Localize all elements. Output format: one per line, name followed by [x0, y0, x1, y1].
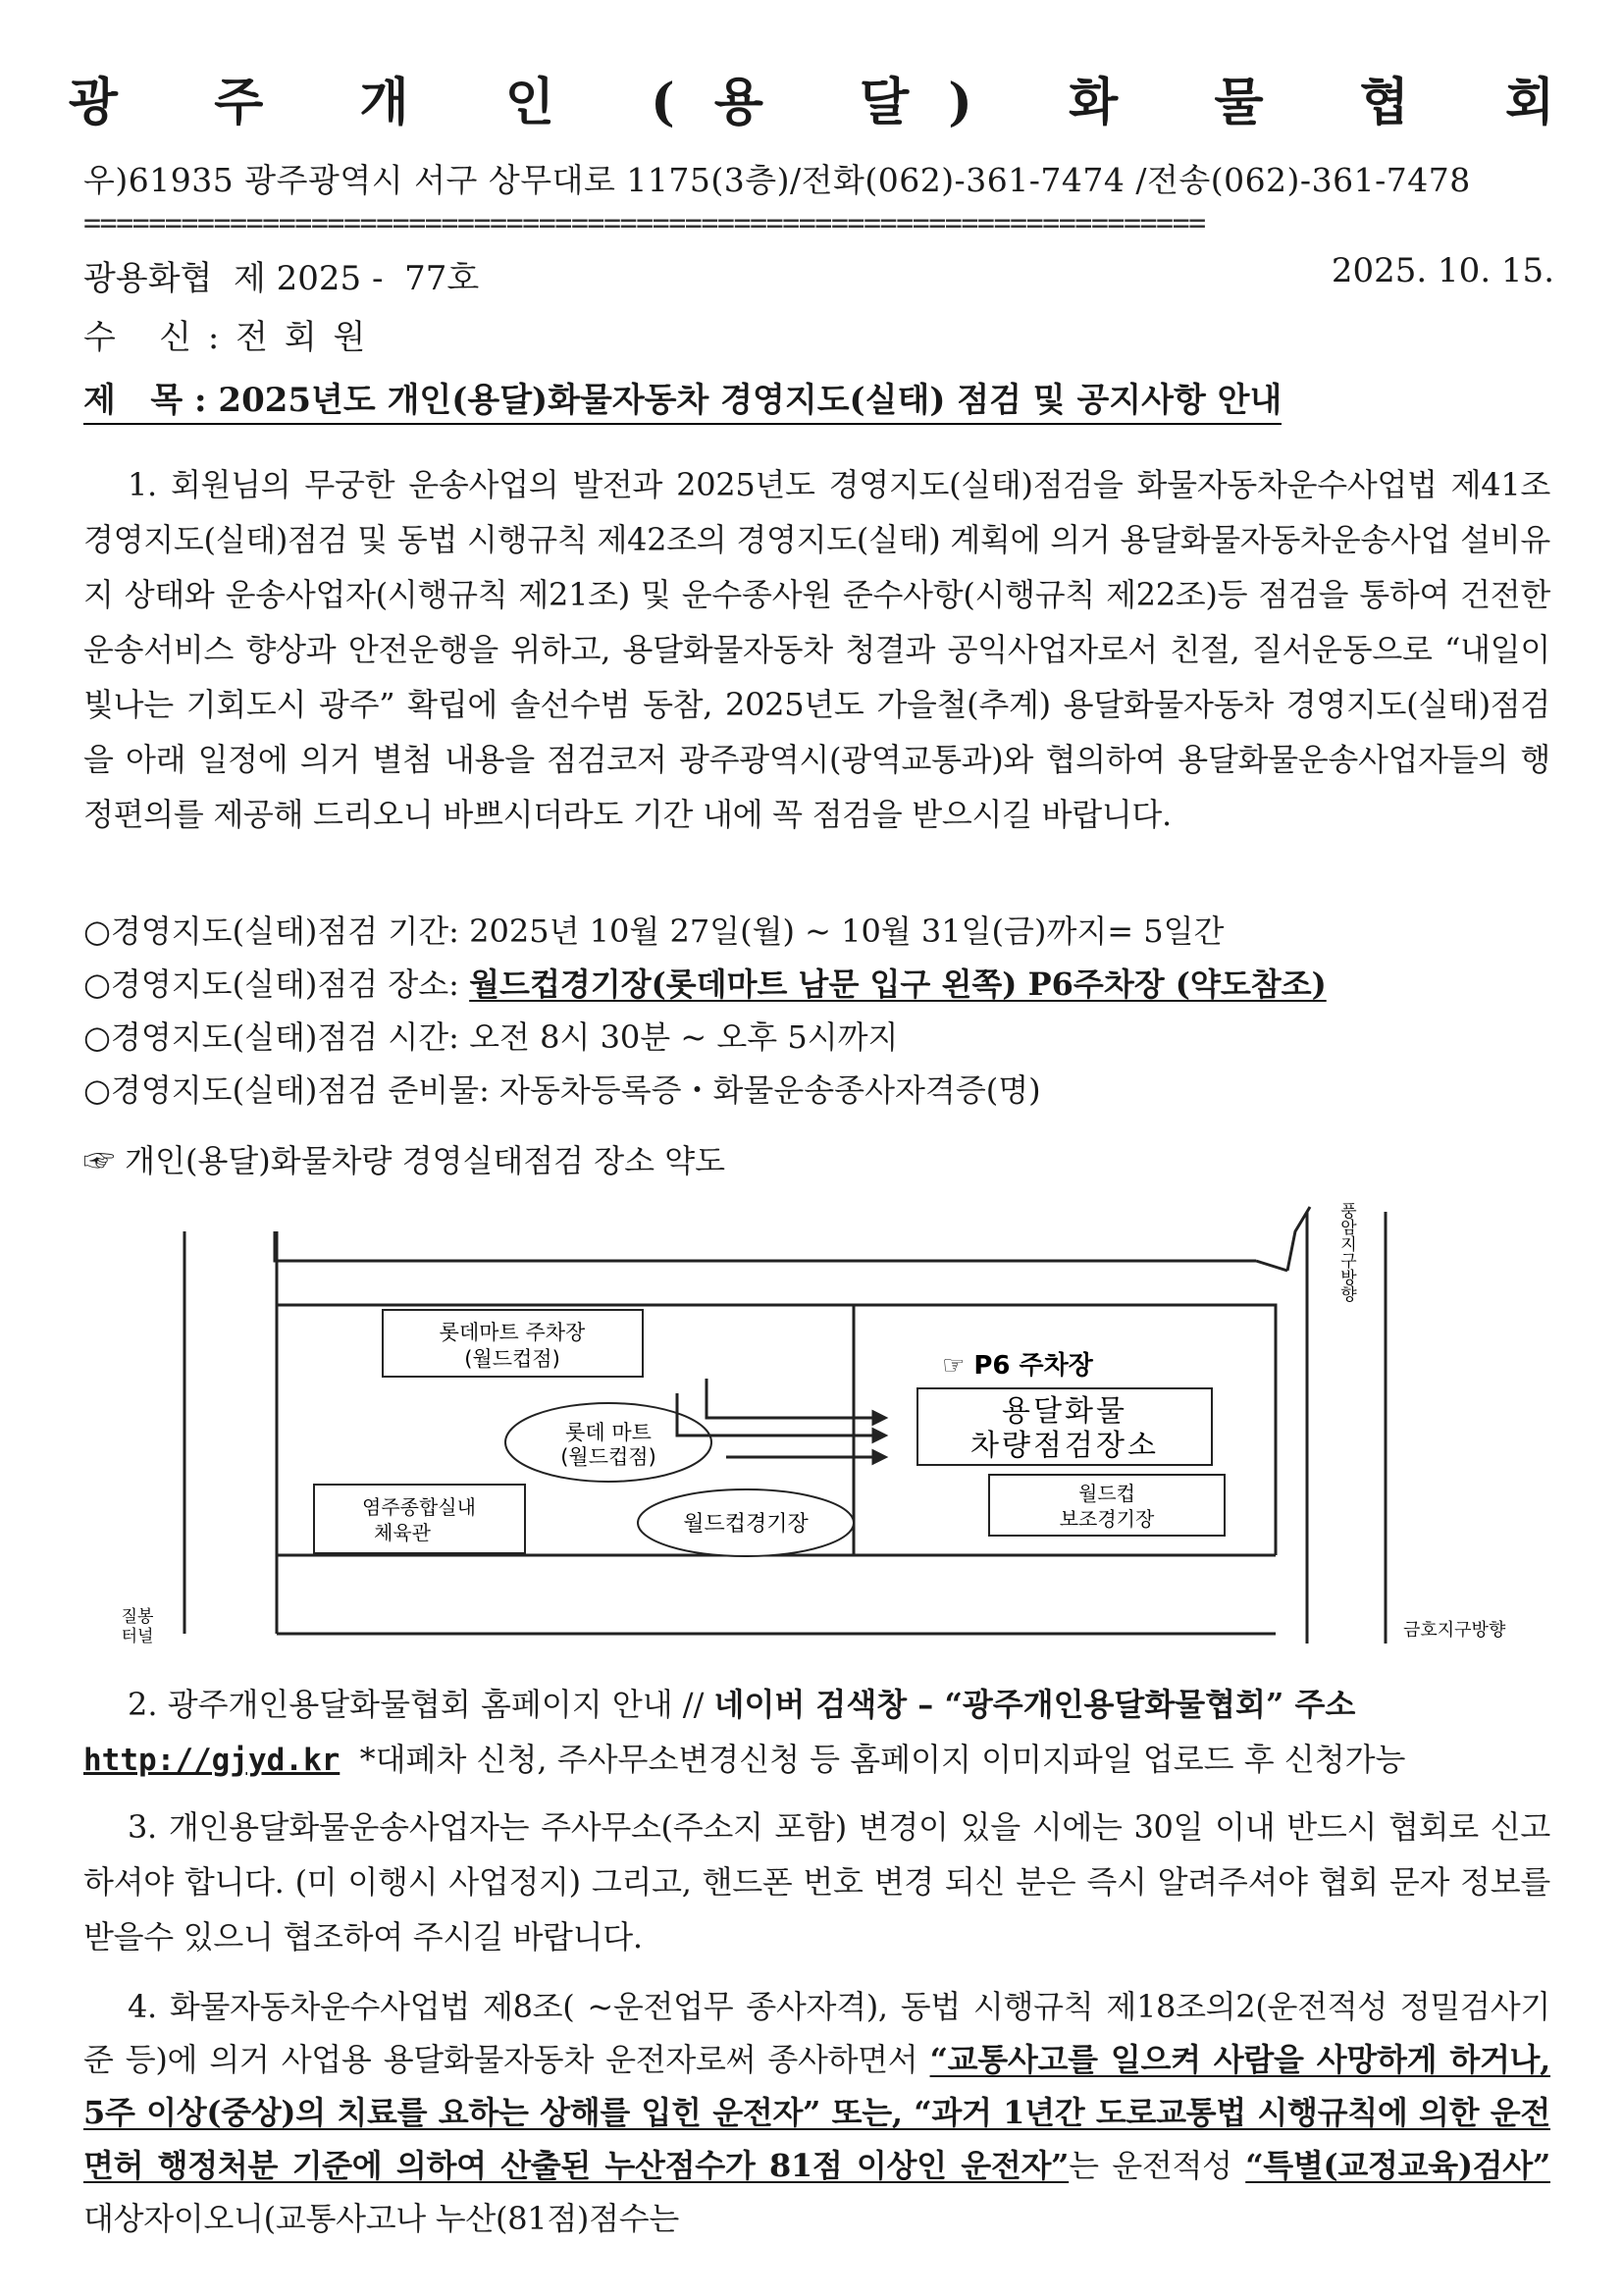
p6-label: ☞ P6 주차장: [942, 1351, 1093, 1381]
section-2-line-2: [83, 1735, 1405, 1780]
document-date: 2025. 10. 15.: [1331, 251, 1554, 290]
paragraph-1: [83, 457, 1550, 842]
paragraph-4-emphasis: “교통사고를 일으켜 사람을 사망하게 하거나, 5주 이상(중상)의 치료를 요하는 상해를 입힌 운전자” 또는, “과거 1년간 도로교통법 시행규칙에 의한 운전면허 행정처분 기준에 의하여 산출된 누산점수가 81점 이상인 운전자”: [83, 2041, 1551, 2184]
sub-stadium-label-2: 보조경기장: [1059, 1507, 1155, 1531]
section-2-note: *대폐차 신청, 주사무소변경신청 등 홈페이지 이미지파일 업로드 후 신청가능: [340, 1741, 1406, 1778]
prep-bullet: ○경영지도(실태)점검 준비물: 자동차등록증・화물운송종사자격증(명): [83, 1071, 1041, 1109]
map-caption: ☞ 개인(용달)화물차량 경영실태점검 장소 약도: [83, 1142, 726, 1179]
period-bullet: ○경영지도(실태)점검 기간: 2025년 10월 27일(월) ~ 10월 31일(금)까지= 5일간: [83, 913, 1225, 950]
section-2-line-1: [83, 1680, 1355, 1725]
map-road-curve-2: [1256, 1261, 1287, 1271]
gym-label-2: 체육관: [374, 1521, 431, 1544]
sub-stadium-label-1: 월드컵: [1078, 1482, 1135, 1505]
document-number: 광용화협 제 2025 - 77호: [83, 259, 480, 298]
paragraph-4-special-test: “특별(교정교육)검사”: [1245, 2147, 1550, 2184]
paragraph-4: [83, 1980, 1550, 2245]
lotte-parking-label-1: 롯데마트 주차장: [439, 1321, 586, 1344]
organization-title: 광 주 개 인 (용 달) 화 물 협 회: [68, 73, 1595, 132]
paragraph-3-text: 3. 개인용달화물운송사업자는 주사무소(주소지 포함) 변경이 있을 시에는 30일 이내 반드시 협회로 신고하셔야 합니다. (미 이행시 사업정지) 그리고, 핸드폰 번호 변경 되신 분은 즉시 알려주셔야 협회 문자 정보를 받을수 있으니 협조하여 주시길 바랍니다.: [83, 1808, 1550, 1956]
time-bullet: ○경영지도(실태)점검 시간: 오전 8시 30분 ~ 오후 5시까지: [83, 1018, 899, 1056]
lotte-mart-label-1: 롯데 마트: [565, 1421, 652, 1444]
paragraph-4-part-3: 는 운전적성: [1069, 2147, 1246, 2184]
map-route-arrow-1: [707, 1379, 873, 1418]
divider-rule: =====================================================================: [83, 206, 1205, 240]
lotte-mart-label-2: (월드컵점): [560, 1445, 656, 1469]
stadium-label: 월드컵경기장: [683, 1512, 809, 1537]
gym-label-1: 염주종합실내: [362, 1495, 476, 1519]
address-line: 우)61935 광주광역시 서구 상무대로 1175(3층)/전화(062)-361-7474 /전송(062)-361-7478: [83, 161, 1471, 199]
arrow-head-1: [873, 1412, 885, 1424]
arrow-head-2: [873, 1430, 885, 1441]
section-2-intro: 2. 광주개인용달화물협회 홈페이지 안내 //: [128, 1686, 714, 1723]
section-2-search: 네이버 검색창 – “광주개인용달화물협회” 주소: [713, 1686, 1356, 1723]
recipient-line: 수 신 : 전 회 원: [83, 318, 369, 357]
place-bullet: [83, 960, 1327, 1005]
arrow-head-3: [873, 1451, 885, 1463]
lotte-parking-label-2: (월드컵점): [464, 1347, 560, 1371]
subject-line: 제 목 : 2025년도 개인(용달)화물자동차 경영지도(실태) 점검 및 공지사항 안내: [83, 373, 1282, 425]
inspection-label-2: 차량점검장소: [970, 1429, 1159, 1463]
place-value: 월드컵경기장(롯데마트 남문 입구 왼쪽) P6주차장 (약도참조): [469, 965, 1327, 1003]
paragraph-3: [83, 1800, 1550, 1964]
map-road-top: [275, 1231, 1256, 1261]
location-map: [98, 1182, 1550, 1663]
paragraph-4-part-1: 4. 화물자동차운수사업법 제8조( ~운전업무 종사자격), 동법 시행규칙 제18조의2(운전적성 정밀검사기준 등)에 의거 사업용 용달화물자동차 운전자로써 종사하면서: [83, 1988, 1550, 2078]
homepage-link[interactable]: http://gjyd.kr: [83, 1743, 340, 1778]
tunnel-label-2: 터널: [121, 1627, 154, 1646]
paragraph-1-text: 1. 회원님의 무궁한 운송사업의 발전과 2025년도 경영지도(실태)점검을 화물자동차운수사업법 제41조 경영지도(실태)점검 및 동법 시행규칙 제42조의 경영지도(실태) 계획에 의거 용달화물자동차운송사업 설비유지 상태와 운송사업자(시행규칙 제21조) 및 운수종사원 준수사항(시행규칙 제22조)등 점검을 통하여 건전한 운송서비스 향상과 안전운행을 위하고, 용달화물자동차 청결과 공익사업자로서 친절, 질서운동으로 “내일이 빛나는 기회도시 광주” 확립에 솔선수범 동참, 2025년도 가을철(추계) 용달화물자동차 경영지도(실태)점검을 아래 일정에 의거 별첨 내용을 점검코저 광주광역시(광역교통과)와 협의하여 용달화물운송사업자들의 행정편의를 제공해 드리오니 바쁘시더라도 기간 내에 꼭 점검을 받으시길 바랍니다.: [83, 466, 1550, 833]
tunnel-label-1: 질봉: [121, 1607, 154, 1627]
place-label: ○경영지도(실태)점검 장소:: [83, 965, 470, 1003]
pungam-label: 풍암지구방향: [1336, 1202, 1356, 1302]
inspection-label-1: 용달화물: [1002, 1394, 1127, 1429]
paragraph-4-part-5: 대상자이오니(교통사고나 누산(81점)점수는: [83, 2200, 679, 2237]
geumho-label: 금호지구방향: [1403, 1620, 1506, 1641]
